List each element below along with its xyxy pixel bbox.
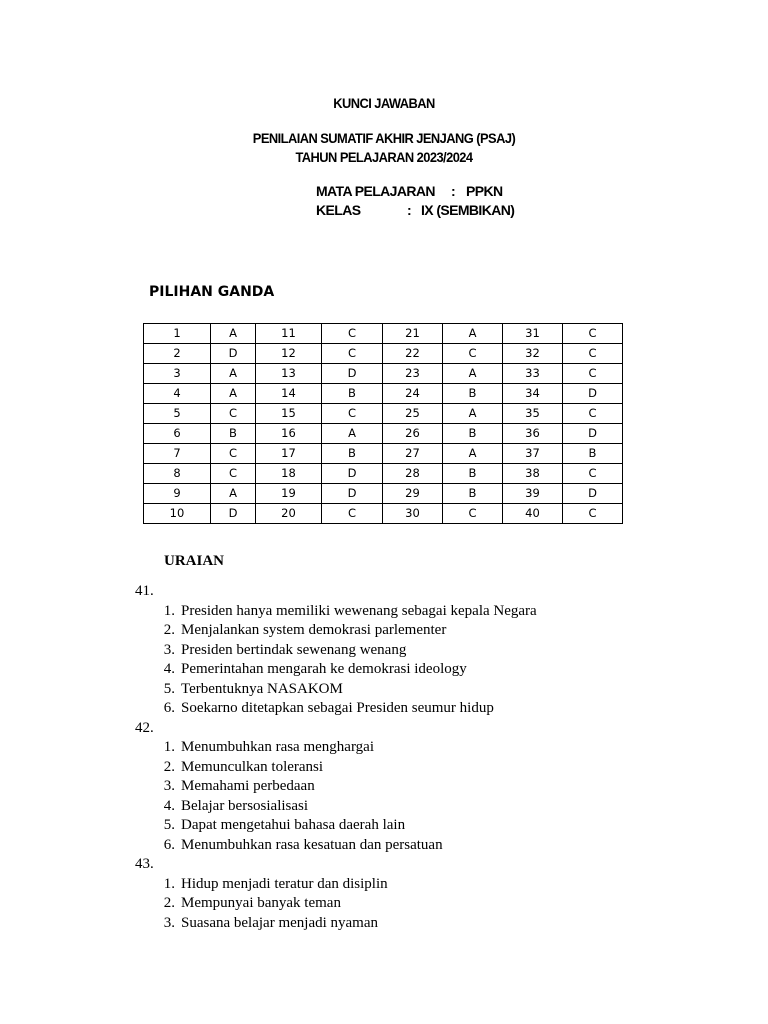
- answer-letter-cell: C: [211, 464, 256, 484]
- question-number-cell: 12: [256, 344, 322, 364]
- list-item-index: 3.: [163, 641, 175, 658]
- question-number-cell: 35: [503, 404, 563, 424]
- list-item: [135, 738, 695, 758]
- question-number-cell: 39: [503, 484, 563, 504]
- document-title: KUNCI JAWABAN: [333, 95, 435, 111]
- essay-heading: URAIAN: [164, 553, 224, 569]
- answer-letter-cell: A: [443, 444, 503, 464]
- answer-letter-cell: D: [563, 484, 623, 504]
- list-item: [135, 699, 695, 719]
- answer-letter-cell: A: [211, 324, 256, 344]
- table-row: [144, 424, 623, 444]
- list-item: [135, 680, 695, 700]
- question-number-cell: 13: [256, 364, 322, 384]
- answer-letter-cell: D: [322, 364, 383, 384]
- table-row: [144, 484, 623, 504]
- list-item-text: Menjalankan system demokrasi parlementer: [181, 622, 447, 638]
- list-item-index: 5.: [163, 817, 175, 833]
- answer-letter-cell: B: [443, 384, 503, 404]
- question-number-cell: 19: [256, 484, 322, 504]
- table-row: [144, 444, 623, 464]
- answer-letter-cell: C: [563, 344, 623, 364]
- list-item-text: Belajar bersosialisasi: [181, 797, 309, 814]
- question-number-cell: 21: [383, 324, 443, 344]
- list-item-index: 1.: [163, 602, 175, 619]
- answer-letter-cell: C: [443, 504, 503, 524]
- list-item-index: 4.: [163, 797, 175, 814]
- list-item: [135, 758, 695, 778]
- list-item-text: Dapat mengetahui bahasa daerah lain: [181, 817, 406, 833]
- table-row: [144, 344, 623, 364]
- list-item: [135, 875, 695, 895]
- question-number-cell: 34: [503, 384, 563, 404]
- list-item-index: 2.: [163, 758, 175, 775]
- list-item-text: Menumbuhkan rasa menghargai: [181, 739, 375, 755]
- class-row: [0, 202, 768, 220]
- answer-letter-cell: A: [211, 384, 256, 404]
- list-item-index: 1.: [163, 875, 175, 892]
- list-item-text: Suasana belajar menjadi nyaman: [181, 914, 379, 931]
- question-number-cell: 10: [144, 504, 211, 524]
- question-number-cell: 3: [144, 364, 211, 384]
- school-year: TAHUN PELAJARAN 2023/2024: [295, 149, 473, 165]
- answer-letter-cell: B: [563, 444, 623, 464]
- class-label: KELAS: [316, 202, 361, 218]
- question-number-cell: 36: [503, 424, 563, 444]
- question-number-cell: 24: [383, 384, 443, 404]
- assessment-name: PENILAIAN SUMATIF AKHIR JENJANG (PSAJ): [252, 130, 516, 146]
- question-number-cell: 15: [256, 404, 322, 424]
- question-number-cell: 29: [383, 484, 443, 504]
- question-number-cell: 1: [144, 324, 211, 344]
- list-item: [135, 621, 695, 641]
- list-item-index: 5.: [163, 680, 175, 697]
- question-number-cell: 8: [144, 464, 211, 484]
- answer-letter-cell: B: [443, 484, 503, 504]
- list-item-index: 3.: [163, 778, 175, 794]
- answer-letter-cell: C: [563, 504, 623, 524]
- question-number-cell: 33: [503, 364, 563, 384]
- list-item-index: 2.: [163, 622, 175, 638]
- question-number-cell: 6: [144, 424, 211, 444]
- question-number-cell: 25: [383, 404, 443, 424]
- list-item: [135, 836, 695, 856]
- answer-letter-cell: D: [563, 424, 623, 444]
- answer-letter-cell: C: [563, 364, 623, 384]
- answer-letter-cell: B: [443, 424, 503, 444]
- question-number-cell: 5: [144, 404, 211, 424]
- list-item: [135, 816, 695, 836]
- answer-letter-cell: D: [563, 384, 623, 404]
- list-item-index: 6.: [163, 700, 175, 716]
- list-item-text: Presiden bertindak sewenang wenang: [181, 641, 407, 658]
- list-item-text: Memunculkan toleransi: [181, 758, 324, 775]
- answer-letter-cell: B: [322, 384, 383, 404]
- list-item-text: Terbentuknya NASAKOM: [181, 680, 343, 697]
- list-item-text: Memahami perbedaan: [181, 778, 315, 794]
- list-item-text: Mempunyai banyak teman: [181, 895, 341, 911]
- question-number-cell: 17: [256, 444, 322, 464]
- answer-letter-cell: C: [211, 404, 256, 424]
- answer-letter-cell: C: [322, 504, 383, 524]
- question-number-cell: 4: [144, 384, 211, 404]
- answer-letter-cell: C: [322, 324, 383, 344]
- answer-letter-cell: C: [563, 324, 623, 344]
- list-item-index: 6.: [163, 836, 175, 853]
- table-row: [144, 324, 623, 344]
- answer-letter-cell: C: [211, 444, 256, 464]
- list-item-text: Soekarno ditetapkan sebagai Presiden seumur hidup: [181, 700, 494, 716]
- list-item-text: Presiden hanya memiliki wewenang sebagai kepala Negara: [181, 602, 537, 619]
- question-number-cell: 40: [503, 504, 563, 524]
- question-number-cell: 28: [383, 464, 443, 484]
- answer-letter-cell: A: [443, 364, 503, 384]
- question-number-cell: 9: [144, 484, 211, 504]
- table-row: [144, 504, 623, 524]
- list-item: [135, 914, 695, 934]
- question-number-cell: 32: [503, 344, 563, 364]
- answer-letter-cell: B: [443, 464, 503, 484]
- list-item-text: Pemerintahan mengarah ke demokrasi ideology: [181, 661, 467, 677]
- answer-letter-cell: C: [443, 344, 503, 364]
- question-number-cell: 27: [383, 444, 443, 464]
- answer-letter-cell: A: [443, 324, 503, 344]
- list-item: [135, 602, 695, 622]
- question-number-cell: 23: [383, 364, 443, 384]
- answer-letter-cell: A: [211, 484, 256, 504]
- question-number-cell: 2: [144, 344, 211, 364]
- list-item-text: Menumbuhkan rasa kesatuan dan persatuan: [181, 836, 443, 853]
- subject-value: PPKN: [466, 183, 503, 199]
- answer-letter-cell: C: [563, 404, 623, 424]
- list-item: [135, 894, 695, 914]
- class-separator: :: [407, 202, 412, 218]
- question-number-cell: 31: [503, 324, 563, 344]
- question-number-cell: 20: [256, 504, 322, 524]
- class-value: IX (SEMBIKAN): [421, 202, 515, 218]
- multiple-choice-heading: PILIHAN GANDA: [149, 284, 275, 300]
- list-item: [135, 641, 695, 661]
- answer-letter-cell: B: [322, 444, 383, 464]
- answer-letter-cell: D: [322, 464, 383, 484]
- answer-letter-cell: C: [322, 404, 383, 424]
- essay-question-number: 41.: [135, 583, 154, 599]
- subject-row: [0, 183, 768, 201]
- answer-letter-cell: D: [211, 504, 256, 524]
- list-item-index: 2.: [163, 895, 175, 911]
- question-number-cell: 16: [256, 424, 322, 444]
- question-number-cell: 30: [383, 504, 443, 524]
- answer-letter-cell: B: [211, 424, 256, 444]
- subject-label: MATA PELAJARAN: [316, 183, 435, 199]
- answer-letter-cell: C: [322, 344, 383, 364]
- list-item: [135, 660, 695, 680]
- answer-letter-cell: A: [443, 404, 503, 424]
- answer-letter-cell: A: [211, 364, 256, 384]
- essay-question-number: 43.: [135, 856, 154, 872]
- essay-answers: [135, 582, 695, 933]
- question-number-cell: 38: [503, 464, 563, 484]
- table-row: [144, 464, 623, 484]
- list-item-index: 3.: [163, 914, 175, 931]
- question-number-cell: 22: [383, 344, 443, 364]
- answer-letter-cell: D: [211, 344, 256, 364]
- answer-letter-cell: A: [322, 424, 383, 444]
- list-item: [135, 777, 695, 797]
- question-number-cell: 11: [256, 324, 322, 344]
- question-number-cell: 37: [503, 444, 563, 464]
- answer-letter-cell: D: [322, 484, 383, 504]
- essay-question-number: 42.: [135, 719, 154, 736]
- question-number-cell: 26: [383, 424, 443, 444]
- table-row: [144, 404, 623, 424]
- subject-separator: :: [451, 183, 456, 199]
- table-row: [144, 364, 623, 384]
- list-item: [135, 797, 695, 817]
- question-number-cell: 18: [256, 464, 322, 484]
- question-number-cell: 7: [144, 444, 211, 464]
- list-item-index: 1.: [163, 739, 175, 755]
- answer-key-table: [143, 323, 623, 524]
- question-number-cell: 14: [256, 384, 322, 404]
- table-row: [144, 384, 623, 404]
- list-item-text: Hidup menjadi teratur dan disiplin: [181, 875, 388, 892]
- answer-letter-cell: C: [563, 464, 623, 484]
- list-item-index: 4.: [163, 661, 175, 677]
